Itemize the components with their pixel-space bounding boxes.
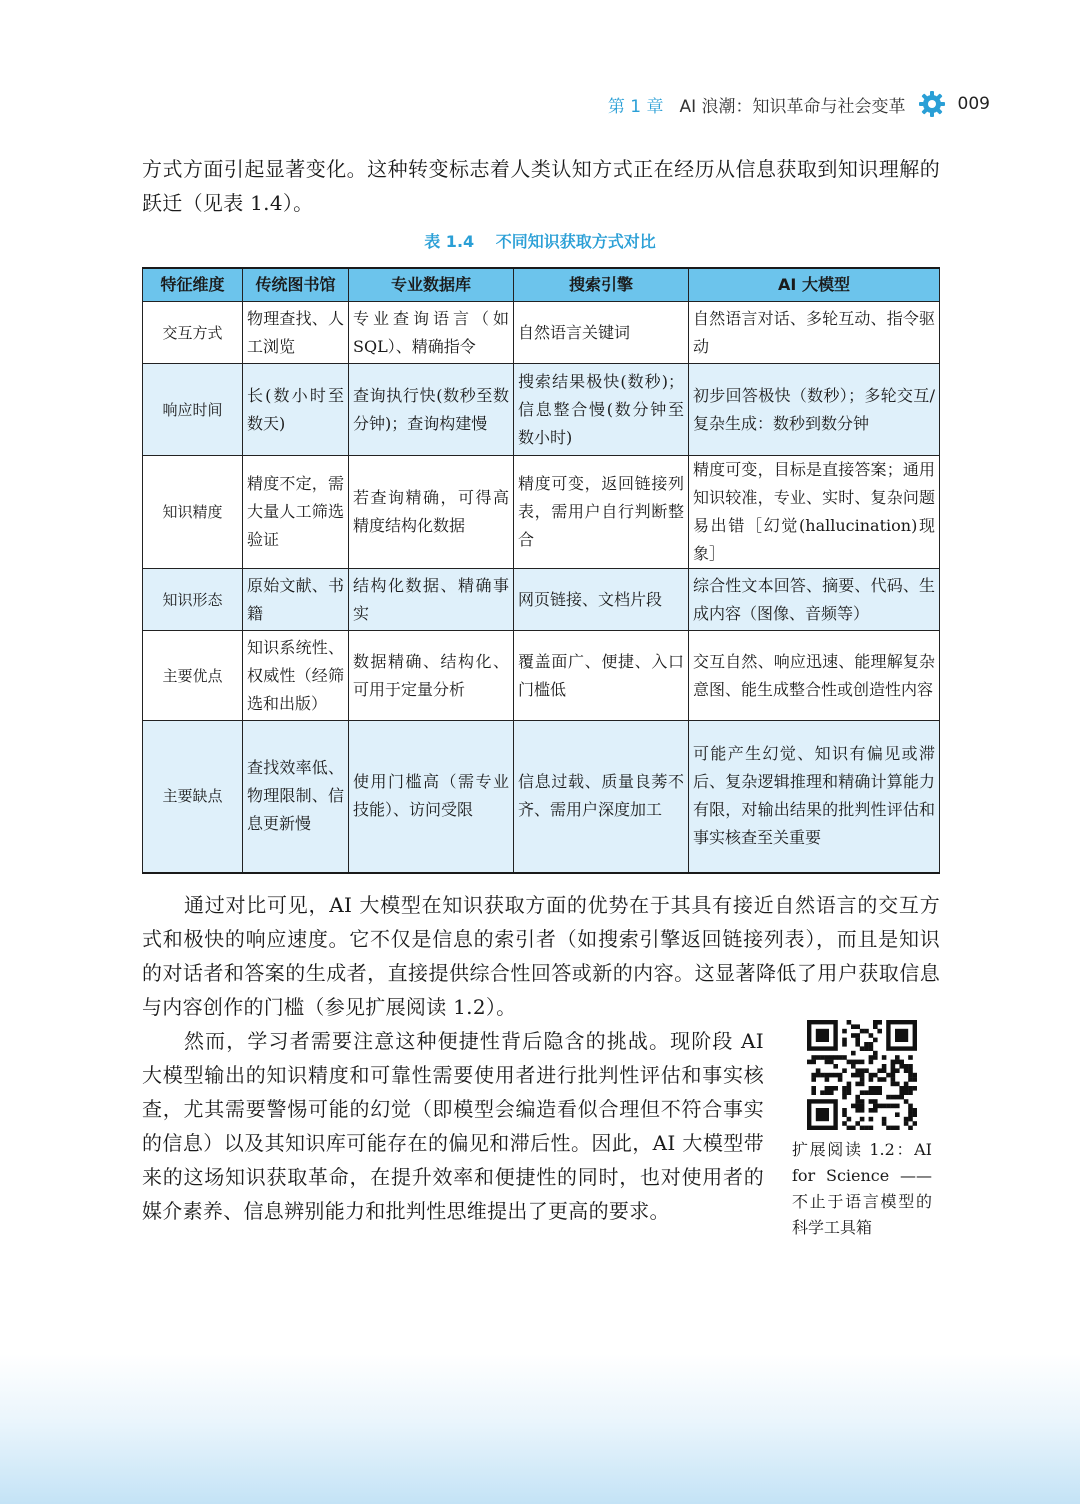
- table-cell: 精度可变，目标是直接答案；通用知识较准，专业、实时、复杂问题易出错［幻觉(hallucination)现象］: [689, 456, 940, 569]
- table-header-cell: 专业数据库: [349, 268, 514, 302]
- qr-code-icon[interactable]: [807, 1020, 917, 1130]
- table-row: [143, 302, 940, 364]
- body-paragraph-comparison: 通过对比可见，AI 大模型在知识获取方面的优势在于其具有接近自然语言的交互方式和极快的响应速度。它不仅是信息的索引者（如搜索引擎返回链接列表），而且是知识的对话者和答案的生成者，直接提供综合性回答或新的内容。这显著降低了用户获取信息与内容创作的门槛（参见扩展阅读 1.2）。: [142, 893, 940, 1019]
- table-cell: 综合性文本回答、摘要、代码、生成内容（图像、音频等）: [689, 569, 940, 631]
- table-header-cell: 搜索引擎: [514, 268, 689, 302]
- table-cell: 覆盖面广、便捷、入口门槛低: [514, 631, 689, 721]
- table-cell: 知识形态: [143, 569, 243, 631]
- table-cell: 结构化数据、精确事实: [349, 569, 514, 631]
- table-header-row: [143, 268, 940, 302]
- table-cell: 原始文献、书籍: [243, 569, 349, 631]
- comparison-table: [142, 267, 940, 874]
- body-paragraph-challenges: 然而，学习者需要注意这种便捷性背后隐含的挑战。现阶段 AI 大模型输出的知识精度和可靠性需要使用者进行批判性评估和事实核查，尤其需要警惕可能的幻觉（即模型会编造看似合理但不符合事实的信息）以及其知识库可能存在的偏见和滞后性。因此，AI 大模型带来的这场知识获取革命，在提升效率和便捷性的同时，也对使用者的媒介素养、信息辨别能力和批判性思维提出了更高的要求。: [142, 1029, 764, 1223]
- chapter-label: 第 1 章: [607, 96, 664, 117]
- table-cell: 长(数小时至数天): [243, 364, 349, 456]
- table-cell: 物理查找、人工浏览: [243, 302, 349, 364]
- table-cell: 专业查询语言（如 SQL）、精确指令: [349, 302, 514, 364]
- chapter-title: AI 浪潮：知识革命与社会变革: [679, 96, 906, 117]
- table-cell: 自然语言对话、多轮互动、指令驱动: [689, 302, 940, 364]
- table-cell: 搜索结果极快(数秒)；信息整合慢(数分钟至数小时): [514, 364, 689, 456]
- extended-reading-caption: 扩展阅读 1.2：AI for Science —— 不止于语言模型的科学工具箱: [792, 1140, 932, 1237]
- table-cell: 知识精度: [143, 456, 243, 569]
- table-row: [143, 721, 940, 873]
- table-row: [143, 569, 940, 631]
- table-cell: 响应时间: [143, 364, 243, 456]
- table-row: [143, 456, 940, 569]
- page-bottom-gradient: [0, 1354, 1080, 1504]
- table-cell: 若查询精确，可得高精度结构化数据: [349, 456, 514, 569]
- table-cell: 知识系统性、权威性（经筛选和出版）: [243, 631, 349, 721]
- table-cell: 查找效率低、物理限制、信息更新慢: [243, 721, 349, 873]
- table-cell: 网页链接、文档片段: [514, 569, 689, 631]
- table-cell: 主要缺点: [143, 721, 243, 873]
- table-caption-number: 表 1.4: [424, 232, 475, 251]
- table-cell: 自然语言关键词: [514, 302, 689, 364]
- table-cell: 交互自然、响应迅速、能理解复杂意图、能生成整合性或创造性内容: [689, 631, 940, 721]
- table-caption-title: 不同知识获取方式对比: [495, 232, 656, 251]
- table-cell: 数据精确、结构化、可用于定量分析: [349, 631, 514, 721]
- intro-paragraph: 方式方面引起显著变化。这种转变标志着人类认知方式正在经历从信息获取到知识理解的跃迁（见表 1.4）。: [142, 157, 940, 215]
- table-caption: [0, 229, 1080, 252]
- table-row: [143, 364, 940, 456]
- gear-icon: [918, 90, 946, 118]
- table-cell: 查询执行快(数秒至数分钟)；查询构建慢: [349, 364, 514, 456]
- table-row: [143, 631, 940, 721]
- table-cell: 初步回答极快（数秒）；多轮交互/复杂生成：数秒到数分钟: [689, 364, 940, 456]
- table-header-cell: 特征维度: [143, 268, 243, 302]
- table-cell: 可能产生幻觉、知识有偏见或滞后、复杂逻辑推理和精确计算能力有限，对输出结果的批判性评估和事实核查至关重要: [689, 721, 940, 873]
- table-cell: 精度可变，返回链接列表，需用户自行判断整合: [514, 456, 689, 569]
- table-cell: 交互方式: [143, 302, 243, 364]
- table-header-cell: AI 大模型: [689, 268, 940, 302]
- table-cell: 信息过载、质量良莠不齐、需用户深度加工: [514, 721, 689, 873]
- table-header-cell: 传统图书馆: [243, 268, 349, 302]
- running-header: [608, 90, 990, 118]
- page-number: 009: [957, 94, 990, 114]
- table-cell: 主要优点: [143, 631, 243, 721]
- table-cell: 精度不定，需大量人工筛选验证: [243, 456, 349, 569]
- table-cell: 使用门槛高（需专业技能）、访问受限: [349, 721, 514, 873]
